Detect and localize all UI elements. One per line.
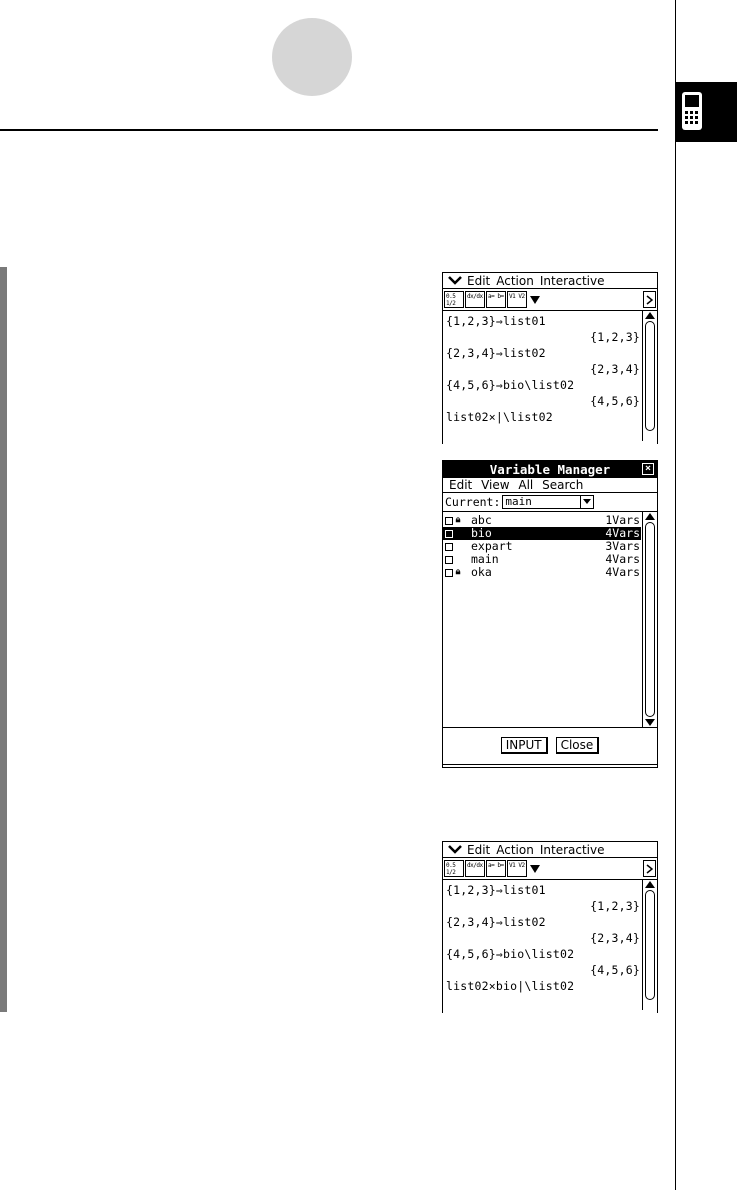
menu-chevron-icon[interactable] (443, 845, 467, 854)
work-result: {1,2,3} (590, 330, 640, 344)
checkbox[interactable] (445, 556, 453, 564)
current-folder-select[interactable] (502, 495, 594, 509)
current-label: Current: (445, 495, 501, 509)
checkbox[interactable] (445, 517, 453, 525)
chevron-down-icon[interactable] (580, 496, 593, 508)
menu-action[interactable]: Action (496, 273, 534, 288)
folder-count: 4Vars (605, 565, 640, 579)
menu-action[interactable]: Action (496, 842, 534, 857)
close-button[interactable]: Close (556, 737, 600, 754)
folder-count: 4Vars (605, 552, 640, 566)
menu-chevron-icon[interactable] (443, 276, 467, 285)
dialog-buttons (443, 728, 657, 762)
work-result: {4,5,6} (590, 394, 640, 408)
menu-edit[interactable]: Edit (467, 273, 491, 288)
margin-rule (675, 0, 676, 1190)
work-result: {1,2,3} (590, 899, 640, 913)
work-scrollbar[interactable] (642, 880, 657, 1010)
status-bar (443, 764, 657, 767)
toolbar-graph-button[interactable]: V1 V2 (507, 291, 527, 308)
menu-interactive[interactable]: Interactive (539, 273, 605, 288)
lock-icon: 🔒︎ (455, 567, 461, 577)
menu-edit[interactable]: Edit (467, 842, 491, 857)
main-app-screen-2 (442, 841, 658, 1013)
list-item[interactable] (443, 566, 641, 579)
menu-bar (443, 841, 657, 858)
current-folder-row (443, 493, 657, 512)
work-result: {4,5,6} (590, 963, 640, 977)
work-input-line[interactable]: list02×bio|\list02 (446, 979, 575, 993)
page-number-circle (272, 18, 352, 96)
work-area[interactable] (443, 311, 657, 441)
work-result: {2,3,4} (590, 362, 640, 376)
work-line: {2,3,4}⇒list02 (446, 915, 546, 929)
scroll-up-icon[interactable] (645, 881, 655, 888)
vm-menu-search[interactable]: Search (542, 478, 584, 492)
scroll-up-icon[interactable] (645, 312, 655, 319)
work-area[interactable] (443, 880, 657, 1010)
folder-name: abc (471, 513, 492, 527)
variable-manager-dialog (442, 460, 658, 768)
work-line: {2,3,4}⇒list02 (446, 346, 546, 360)
scroll-down-icon[interactable] (645, 719, 655, 726)
folder-count: 3Vars (605, 539, 640, 553)
vm-menu-view[interactable]: View (481, 478, 510, 492)
menu-bar (443, 272, 657, 289)
checkbox[interactable] (445, 569, 453, 577)
toolbar-fraction-button[interactable]: 0.5 1/2 (444, 291, 464, 308)
toolbar-derivative-button[interactable]: dx/dx (465, 860, 485, 877)
toolbar-equation-button[interactable]: a= b= (486, 860, 506, 877)
toolbar-equation-button[interactable]: a= b= (486, 291, 506, 308)
checkbox[interactable] (445, 543, 453, 551)
toolbar-scroll-right-icon[interactable] (643, 291, 656, 308)
procedure-bar (0, 267, 7, 1012)
toolbar (443, 289, 657, 311)
work-line: {4,5,6}⇒bio\list02 (446, 947, 575, 961)
folder-name: bio (471, 526, 492, 540)
folder-name: main (471, 552, 499, 566)
vm-menu-all[interactable]: All (518, 478, 534, 492)
folder-name: oka (471, 565, 492, 579)
vm-menu-bar (443, 478, 657, 493)
work-result: {2,3,4} (590, 931, 640, 945)
vm-menu-edit[interactable]: Edit (449, 478, 473, 492)
work-scrollbar[interactable] (642, 311, 657, 441)
folder-list (443, 512, 657, 728)
work-line: {1,2,3}⇒list01 (446, 883, 546, 897)
toolbar-scroll-right-icon[interactable] (643, 860, 656, 877)
header-rule (0, 129, 658, 131)
folder-count: 1Vars (605, 513, 640, 527)
toolbar-fraction-button[interactable]: 0.5 1/2 (444, 860, 464, 877)
close-icon[interactable]: × (642, 463, 654, 475)
menu-interactive[interactable]: Interactive (539, 842, 605, 857)
work-line: {1,2,3}⇒list01 (446, 314, 546, 328)
work-input-line[interactable]: list02×|\list02 (446, 410, 553, 424)
checkbox[interactable] (445, 530, 453, 538)
list-scrollbar[interactable] (642, 512, 657, 727)
chapter-tab (676, 82, 737, 142)
main-app-screen-1 (442, 272, 658, 444)
folder-name: expart (471, 539, 513, 553)
work-line: {4,5,6}⇒bio\list02 (446, 378, 575, 392)
folder-count: 4Vars (605, 526, 640, 540)
toolbar-derivative-button[interactable]: dx/dx (465, 291, 485, 308)
dialog-title-bar (443, 461, 657, 478)
dialog-title: Variable Manager (489, 462, 611, 477)
input-button[interactable]: INPUT (501, 737, 548, 754)
scroll-up-icon[interactable] (645, 513, 655, 520)
calculator-icon (681, 91, 703, 131)
current-folder-value: main (505, 495, 532, 508)
toolbar-dropdown-icon[interactable] (528, 860, 541, 877)
toolbar (443, 858, 657, 880)
toolbar-dropdown-icon[interactable] (528, 291, 541, 308)
lock-icon: 🔒︎ (455, 515, 461, 525)
toolbar-graph-button[interactable]: V1 V2 (507, 860, 527, 877)
